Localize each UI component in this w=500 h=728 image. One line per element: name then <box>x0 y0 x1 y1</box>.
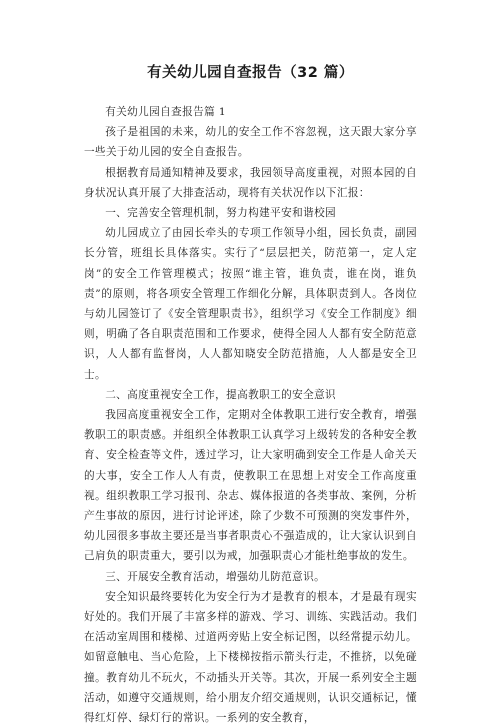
paragraph: 安全知识最终要转化为安全行为才是教育的根本，才是最有现实好处的。我们开展了丰富多样的游戏、学习、训练、实践活动。我们在活动室周围和楼梯、过道两旁贴上安全标记图，以经常提示幼儿。如留意触电、当心危险，上下楼梯按指示箭头行走，不推挤，以免碰撞。教育幼儿不玩火，不动插头开关等。其次，开展一系列安全主题活动，如遵守交通规则，给小朋友介绍交通规则，认识交通标记，懂得红灯停、绿灯行的常识。一系列的安全教育， <box>84 590 417 725</box>
section-heading: 二、高度重视安全工作，提高教职工的安全意识 <box>105 388 337 401</box>
document-title: 有关幼儿园自查报告（32 篇） <box>147 65 354 81</box>
paragraph: 幼儿园成立了由园长牵头的专项工作领导小组，园长负责，副园长分管，班组长具体落实。实行了“层层把关，防范第一，定人定岗”的安全工作管理模式；按照“谁主管，谁负责，谁在岗，谁负责”的原则，将各项安全管理工作细化分解，具体职责到人。各岗位与幼儿园签订了《安全管理职责书》，组织学习《安全工作制度》细则，明确了各自职责范围和工作要求，使得全园人人都有安全防范意识，人人都有监督岗，人人都知晓安全防范措施，人人都是安全卫士。 <box>84 227 417 381</box>
document-body <box>84 102 417 728</box>
section-heading: 一、完善安全管理机制，努力构建平安和谐校园 <box>105 207 337 220</box>
paragraph: 孩子是祖国的未来，幼儿的安全工作不容忽视，这天跟大家分享一些关于幼儿园的安全自查报告。 <box>84 126 417 159</box>
paragraph: 我园高度重视安全工作，定期对全体教职工进行安全教育，增强教职工的职责感。并组织全体教职工认真学习上级转发的各种安全教育、安全检查等文件，透过学习，让大家明确到安全工作是人命关天的大事，安全工作人人有责，使教职工在思想上对安全工作高度重视。组织教职工学习报刊、杂志、媒体报道的各类事故、案例，分析产生事故的原因，进行讨论评述，除了少数不可预测的突发事件外，幼儿园很多事故主要还是当事者职责心不强造成的，让大家认识到自己肩负的职责重大，要引以为戒，加强职责心才能杜绝事故的发生。 <box>84 409 417 563</box>
paragraph: 根据教育局通知精神及要求，我园领导高度重视，对照本园的自身状况认真开展了大排查活动，现将有关状况作以下汇报： <box>84 166 417 199</box>
section-heading: 三、开展安全教育活动，增强幼儿防范意识。 <box>105 570 326 583</box>
section-subtitle: 有关幼儿园自查报告篇 1 <box>105 106 227 118</box>
